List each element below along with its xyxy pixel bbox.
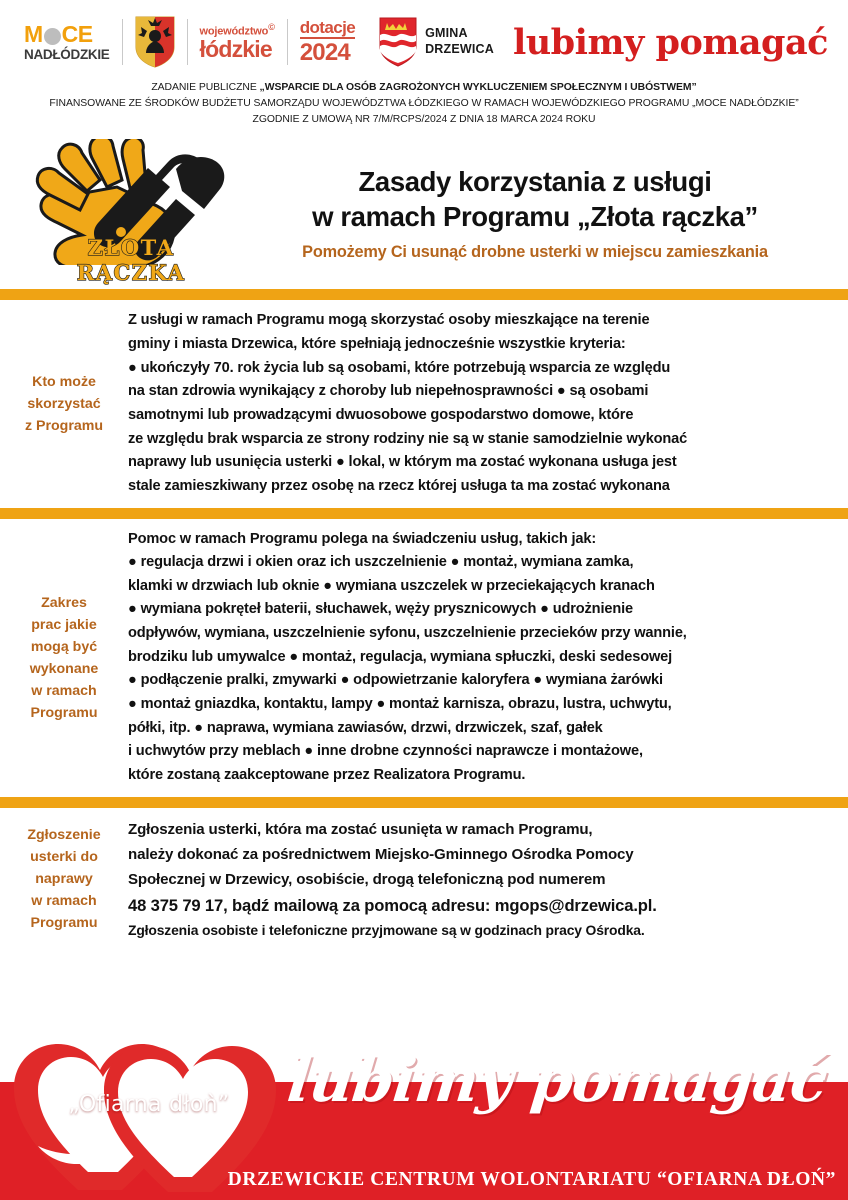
page-title-line-2: w ramach Programu „Złota rączka” [312,201,758,233]
section-1-line: ze względu brak wsparcia ze strony rodziny nie są w stanie samodzielnie wykonać [128,430,688,447]
divider-bar-3 [0,797,848,808]
section-3-line: Zgłoszenia osobiste i telefoniczne przyjmowane są w godzinach pracy Ośrodka. [128,922,645,939]
section-2-line: odpływów, wymiana, uszczelnienie syfonu, uszczelnienie przecieków przy wannie, [128,625,687,642]
section-2-body [128,528,838,788]
section-2-label-line-1: Zakres [41,594,87,611]
section-3-label-line-2: usterki do [30,849,98,866]
section-1-line: gminy i miasta Drzewica, które spełniają jednocześnie wszystkie kryteria: [128,336,626,353]
section-who-can-use [0,300,848,507]
gmina-coat-of-arms-icon [379,17,417,67]
moce-letter-m: M [24,20,43,47]
section-1-label-line-1: Kto może [32,373,96,390]
funding-note [0,78,848,134]
section-3-label-line-4: w ramach [31,893,97,910]
moce-wordmark [24,20,93,47]
wojewodztwo-label [200,23,275,38]
moce-circle-icon [44,28,61,45]
funding-note-quoted: „WSPARCIE DLA OSÓB ZAGROŻONYCH WYKLUCZENIEM SPOŁECZNYM I UBÓSTWEM” [259,82,697,93]
moce-subtext: NADŁÓDZKIE [24,46,110,62]
gmina-drzewica-logo [379,17,494,67]
section-1-label-line-3: z Programu [24,417,104,434]
funding-note-line-3: ZGODNIE Z UMOWĄ NR 7/M/RCPS/2024 Z DNIA 18 MARCA 2024 ROKU [252,114,596,126]
page-title-line-1: Zasady korzystania z usługi [358,166,712,198]
zlota-raczka-logo [26,139,236,287]
section-2-line: ● montaż gniazdka, kontaktu, lampy ● montaż karnisza, obrazu, lustra, uchwytu, [128,695,672,712]
section-1-line: naprawy lub usunięcia usterki ● lokal, w którym ma zostać wykonana usługa jest [128,454,677,471]
dotacje-label: dotacje [299,18,356,37]
section-1-line: ● ukończyły 70. rok życia lub są osobami, które potrzebują wsparcia ze względu [128,359,671,376]
lubimy-pomagac-header-logo: lubimy pomagać [512,21,828,63]
lodzkie-wordmark: łódzkie [199,36,272,63]
section-2-label-line-3: mogą być [30,638,98,655]
section-2-line: ● podłączenie pralki, zmywarki ● odpowietrzanie kaloryfera ● wymiana żarówki [128,672,663,689]
divider [122,19,123,65]
copyright-mark: © [268,21,275,32]
funding-note-line-1 [30,80,818,96]
section-3-label [0,817,128,943]
section-2-label-line-4: wykonane [29,660,99,677]
gmina-line-2: DRZEWICA [425,42,495,56]
section-2-line: i uchwytów przy meblach ● inne drobne czynności naprawcze i montażowe, [128,743,643,760]
page-subtitle: Pomożemy Ci usunąć drobne usterki w miejscu zamieszkania [302,242,768,261]
section-how-to-report [0,808,848,952]
ofiarna-dlon-label: „Ofiarna dłoǹ” [68,1092,230,1117]
title-row [0,134,848,289]
section-3-body [128,817,838,943]
section-2-line: które zostaną zaakceptowane przez Realizatora Programu. [128,766,526,783]
section-2-line: półki, itp. ● naprawa, wymiana zawiasów, drzwi, drzwiczek, szaf, gałek [128,719,603,736]
contact-phone-and-email-line: 48 375 79 17, bądź mailową za pomocą adresu: mgops@drzewica.pl. [128,895,657,915]
gmina-name [425,26,494,57]
moce-nadlodzkie-logo [24,20,110,62]
footer [0,1010,848,1200]
divider [187,19,188,65]
section-3-line: Zgłoszenia usterki, która ma zostać usunięta w ramach Programu, [128,820,593,838]
section-2-line: klamki w drzwiach lub oknie ● wymiana uszczelek w przeciekających kranach [128,577,655,594]
section-1-line: Z usługi w ramach Programu mogą skorzystać osoby mieszkające na terenie [128,312,650,329]
title-texts [236,164,830,261]
section-1-body [128,309,838,498]
section-2-line: Pomoc w ramach Programu polega na świadczeniu usług, takich jak: [128,530,597,547]
wojewodztwo-text: województwo [199,25,269,38]
wojewodztwo-lodzkie-logo [200,23,275,62]
section-1-line: na stan zdrowia wynikający z choroby lub niepełnosprawności ● są osobami [128,383,649,400]
divider-bar-2 [0,508,848,519]
section-1-label-line-2: skorzystać [27,395,101,412]
section-2-label [0,528,128,788]
zlota-raczka-caption: ZŁOTA RĄCZKA [76,234,186,285]
section-1-label [0,309,128,498]
header-logo-strip [0,0,848,78]
section-2-label-line-6: Programu [30,704,98,721]
divider [287,19,288,65]
section-3-line: należy dokonać za pośrednictwem Miejsko-Gminnego Ośrodka Pomocy [128,845,634,863]
section-3-label-line-5: Programu [30,915,98,932]
gmina-line-1: GMINA [425,26,468,41]
section-2-line: ● wymiana pokręteł baterii, słuchawek, węży prysznicowych ● udrożnienie [128,601,633,618]
dotacje-2024-logo [300,19,355,65]
footer-organization-caption: DRZEWICKIE CENTRUM WOLONTARIATU “OFIARNA DŁOŃ” [227,1169,836,1190]
moce-letters-ce: CE [61,20,93,47]
section-1-line: stale zamieszkiwany przez osobę na rzecz której usługa ta ma zostać wykonana [128,477,670,494]
lubimy-pomagac-footer-logo: lubimy pomagać [284,1046,830,1116]
funding-note-line-2: FINANSOWANE ZE ŚRODKÓW BUDŻETU SAMORZĄDU WOJEWÓDZTWA ŁÓDZKIEGO W RAMACH WOJEWÓDZKIEGO PROGRAMU „MOCE NADŁÓDZKIE” [49,98,799,110]
lodzkie-coat-of-arms-icon [135,16,175,68]
section-scope-of-work [0,519,848,797]
section-3-label-line-3: naprawy [35,871,93,888]
section-3-line: Społecznej w Drzewicy, osobiście, drogą telefoniczną pod numerem [128,870,606,888]
dotacje-year: 2024 [299,39,350,66]
section-3-label-line-1: Zgłoszenie [27,827,101,844]
section-2-line: ● regulacja drzwi i okien oraz ich uszczelnienie ● montaż, wymiana zamka, [128,554,634,571]
divider-bar-1 [0,289,848,300]
section-2-line: brodziku lub umywalce ● montaż, regulacja, wymiana spłuczki, deski sedesowej [128,648,673,665]
funding-note-prefix: ZADANIE PUBLICZNE [151,82,260,93]
section-2-label-line-5: w ramach [31,682,97,699]
section-1-line: samotnymi lub prowadzącymi dwuosobowe gospodarstwo domowe, które [128,406,634,423]
section-2-label-line-2: prac jakie [31,616,97,633]
